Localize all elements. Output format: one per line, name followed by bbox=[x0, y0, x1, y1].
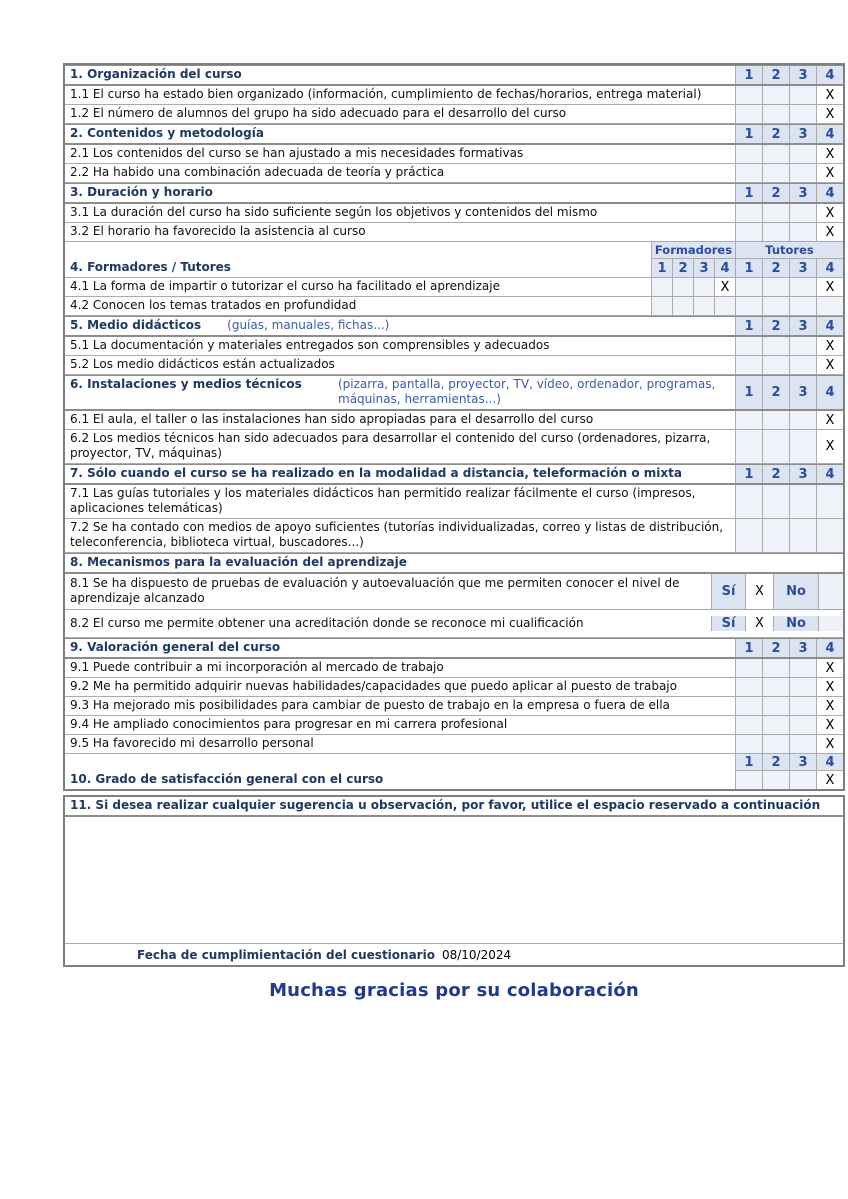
item-row-5-2 bbox=[65, 356, 843, 375]
section-4-header bbox=[65, 242, 843, 278]
rating-scale bbox=[735, 754, 843, 771]
rating-cells bbox=[735, 105, 843, 123]
rating-cell-3[interactable] bbox=[789, 356, 816, 374]
rating-scale-4: 4 bbox=[816, 125, 843, 143]
tutores-scale-3: 3 bbox=[789, 259, 816, 277]
item-row-3-1 bbox=[65, 204, 843, 223]
rating-cell-3[interactable] bbox=[789, 735, 816, 753]
group-header-formadores: Formadores bbox=[651, 242, 735, 258]
rating-cell-2[interactable] bbox=[762, 105, 789, 123]
rating-scale-8 bbox=[651, 259, 843, 277]
rating-cell-2[interactable] bbox=[762, 735, 789, 753]
rating-cell-4[interactable]: X bbox=[816, 337, 843, 355]
item-row-4-2 bbox=[65, 297, 843, 316]
rating-scale-4: 4 bbox=[816, 754, 843, 770]
rating-scale-3: 3 bbox=[789, 125, 816, 143]
section-2-title: 2. Contenidos y metodología bbox=[70, 126, 264, 140]
item-row-7-1 bbox=[65, 485, 843, 519]
section-5-title-text: 5. Medio didácticos bbox=[70, 318, 202, 332]
tutores-cell-1[interactable] bbox=[735, 297, 762, 315]
rating-scale bbox=[735, 125, 843, 143]
tutores-scale-2: 2 bbox=[762, 259, 789, 277]
rating-cells bbox=[735, 485, 843, 518]
formadores-cell-4[interactable]: X bbox=[714, 278, 735, 296]
rating-cell-4[interactable]: X bbox=[816, 86, 843, 104]
group-headers bbox=[651, 242, 843, 259]
answer-mark-cell[interactable]: X bbox=[745, 616, 773, 631]
rating-cell-1[interactable] bbox=[735, 145, 762, 163]
rating-cell-4[interactable]: X bbox=[816, 356, 843, 374]
item-row-1-2 bbox=[65, 105, 843, 124]
rating-scale-4: 4 bbox=[816, 376, 843, 409]
rating-cell-1[interactable] bbox=[735, 771, 762, 789]
questionnaire-table bbox=[63, 63, 845, 791]
item-text: 5.1 La documentación y materiales entregados son comprensibles y adecuados bbox=[70, 338, 550, 352]
rating-cell-4[interactable]: X bbox=[816, 659, 843, 677]
item-row-5-1 bbox=[65, 337, 843, 356]
rating-cells bbox=[735, 771, 843, 789]
tutores-cell-4[interactable]: X bbox=[816, 278, 843, 296]
rating-cell-3[interactable] bbox=[789, 164, 816, 182]
section-10-block bbox=[65, 754, 843, 789]
rating-cell-4[interactable]: X bbox=[816, 678, 843, 696]
item-row-8-2 bbox=[65, 610, 843, 638]
rating-scale-3: 3 bbox=[789, 465, 816, 483]
formadores-scale-1: 1 bbox=[651, 259, 672, 277]
rating-scale-1: 1 bbox=[735, 465, 762, 483]
formadores-cell-3[interactable] bbox=[693, 297, 714, 315]
rating-cell-4[interactable]: X bbox=[816, 105, 843, 123]
item-text: 7.1 Las guías tutoriales y los materiales didácticos han permitido realizar fácilmente el curso (impresos, aplicaciones telemáticas) bbox=[70, 486, 696, 515]
item-text: 9.4 He ampliado conocimientos para progresar en mi carrera profesional bbox=[70, 717, 508, 731]
rating-scale-3: 3 bbox=[789, 754, 816, 770]
item-text: 6.1 El aula, el taller o las instalaciones han sido apropiadas para el desarrollo del curso bbox=[70, 412, 594, 426]
rating-cell-1[interactable] bbox=[735, 86, 762, 104]
formadores-cell-3[interactable] bbox=[693, 278, 714, 296]
rating-cell-4[interactable]: X bbox=[816, 164, 843, 182]
section-2-header bbox=[65, 124, 843, 145]
rating-cell-4[interactable]: X bbox=[816, 204, 843, 222]
rating-scale-2: 2 bbox=[762, 754, 789, 770]
rating-cell-1[interactable] bbox=[735, 356, 762, 374]
rating-scale bbox=[735, 317, 843, 335]
rating-cell-3[interactable] bbox=[789, 411, 816, 429]
rating-cell-1[interactable] bbox=[735, 697, 762, 715]
item-text: 8.2 El curso me permite obtener una acreditación donde se reconoce mi cualificación bbox=[70, 615, 584, 630]
rating-cell-3[interactable] bbox=[789, 678, 816, 696]
rating-scale-2: 2 bbox=[762, 465, 789, 483]
rating-cells bbox=[735, 164, 843, 182]
rating-cell-3[interactable] bbox=[789, 697, 816, 715]
section-6-title: 6. Instalaciones y medios técnicos bbox=[70, 377, 302, 391]
rating-cells bbox=[735, 735, 843, 753]
rating-scale-3: 3 bbox=[789, 639, 816, 657]
item-row-9-5 bbox=[65, 735, 843, 754]
item-text: 9.1 Puede contribuir a mi incorporación al mercado de trabajo bbox=[70, 660, 444, 674]
questionnaire-sheet bbox=[63, 63, 845, 1001]
section-5-title bbox=[65, 317, 735, 335]
section-6-note: (pizarra, pantalla, proyector, TV, vídeo, ordenador, programas, máquinas, herramientas...) bbox=[338, 377, 716, 406]
rating-cell-2[interactable] bbox=[762, 485, 789, 518]
item-row-6-2 bbox=[65, 430, 843, 464]
rating-cells bbox=[735, 519, 843, 552]
rating-scale-2: 2 bbox=[762, 66, 789, 84]
rating-scale-2: 2 bbox=[762, 184, 789, 202]
formadores-scale-3: 3 bbox=[693, 259, 714, 277]
item-row-2-2 bbox=[65, 164, 843, 183]
tutores-cell-2[interactable] bbox=[762, 278, 789, 296]
rating-scale-1: 1 bbox=[735, 66, 762, 84]
rating-cell-3[interactable] bbox=[789, 86, 816, 104]
rating-cell-2[interactable] bbox=[762, 519, 789, 552]
yes-no-cells bbox=[711, 616, 843, 631]
rating-scale-2: 2 bbox=[762, 639, 789, 657]
rating-cell-3[interactable] bbox=[789, 519, 816, 552]
rating-cell-2[interactable] bbox=[762, 430, 789, 463]
tutores-scale-1: 1 bbox=[735, 259, 762, 277]
item-text: 8.1 Se ha dispuesto de pruebas de evaluación y autoevaluación que me permiten conocer el nivel de aprendizaje alcanzado bbox=[70, 576, 680, 605]
item-text: 9.5 Ha favorecido mi desarrollo personal bbox=[70, 736, 314, 750]
rating-cell-2[interactable] bbox=[762, 411, 789, 429]
item-text: 9.2 Me ha permitido adquirir nuevas habilidades/capacidades que puedo aplicar al puesto de trabajo bbox=[70, 679, 677, 693]
no-cell[interactable]: No bbox=[773, 574, 818, 609]
section-4-scale-block bbox=[651, 242, 843, 277]
tutores-scale-4: 4 bbox=[816, 259, 843, 277]
date-value: 08/10/2024 bbox=[441, 947, 512, 962]
rating-scale-4: 4 bbox=[816, 465, 843, 483]
item-text: 6.2 Los medios técnicos han sido adecuados para desarrollar el contenido del curso (ordenadores, pizarra, proyector, TV, máquinas) bbox=[70, 431, 711, 460]
item-text: 3.1 La duración del curso ha sido suficiente según los objetivos y contenidos del mismo bbox=[70, 205, 598, 219]
rating-cell-2[interactable] bbox=[762, 337, 789, 355]
rating-scale-1: 1 bbox=[735, 639, 762, 657]
rating-cell-4[interactable] bbox=[816, 519, 843, 552]
section-11-title: 11. Si desea realizar cualquier sugerencia u observación, por favor, utilice el espacio reservado a continuación bbox=[70, 798, 821, 812]
rating-cell-1[interactable] bbox=[735, 678, 762, 696]
no-cell[interactable]: No bbox=[773, 616, 818, 631]
section-1-header bbox=[65, 65, 843, 86]
tutores-cell-2[interactable] bbox=[762, 297, 789, 315]
rating-cell-3[interactable] bbox=[789, 105, 816, 123]
rating-scale-1: 1 bbox=[735, 125, 762, 143]
section-4-title: 4. Formadores / Tutores bbox=[70, 260, 231, 274]
item-row-8-1 bbox=[65, 574, 843, 610]
rating-scale-1: 1 bbox=[735, 317, 762, 335]
rating-cell-3[interactable] bbox=[789, 659, 816, 677]
rating-cell-2[interactable] bbox=[762, 678, 789, 696]
rating-scale-2: 2 bbox=[762, 125, 789, 143]
tutores-cell-4[interactable] bbox=[816, 297, 843, 315]
rating-cell-1[interactable] bbox=[735, 105, 762, 123]
rating-cell-3[interactable] bbox=[789, 485, 816, 518]
rating-cell-2[interactable] bbox=[762, 223, 789, 241]
rating-scale-3: 3 bbox=[789, 376, 816, 409]
item-row-9-2 bbox=[65, 678, 843, 697]
rating-cell-3[interactable] bbox=[789, 337, 816, 355]
rating-cell-1[interactable] bbox=[735, 485, 762, 518]
rating-scale bbox=[735, 184, 843, 202]
formadores-cell-2[interactable] bbox=[672, 297, 693, 315]
rating-cell-1[interactable] bbox=[735, 164, 762, 182]
section-8-title: 8. Mecanismos para la evaluación del aprendizaje bbox=[70, 555, 407, 569]
rating-cell-4[interactable]: X bbox=[816, 145, 843, 163]
rating-scale-4: 4 bbox=[816, 184, 843, 202]
rating-cell-1[interactable] bbox=[735, 204, 762, 222]
spare-cell bbox=[818, 616, 843, 631]
rating-scale-4: 4 bbox=[816, 66, 843, 84]
rating-cell-1[interactable] bbox=[735, 716, 762, 734]
rating-cell-4[interactable]: X bbox=[816, 697, 843, 715]
item-row-9-4 bbox=[65, 716, 843, 735]
rating-cell-3[interactable] bbox=[789, 204, 816, 222]
section-3-title: 3. Duración y horario bbox=[70, 185, 213, 199]
rating-scale-3: 3 bbox=[789, 184, 816, 202]
rating-cell-3[interactable] bbox=[789, 145, 816, 163]
rating-scale-1: 1 bbox=[735, 184, 762, 202]
rating-cell-2[interactable] bbox=[762, 356, 789, 374]
rating-cell-2[interactable] bbox=[762, 145, 789, 163]
rating-cell-4[interactable]: X bbox=[816, 735, 843, 753]
formadores-cell-4[interactable] bbox=[714, 297, 735, 315]
rating-scale-3: 3 bbox=[789, 66, 816, 84]
item-text: 5.2 Los medio didácticos están actualizados bbox=[70, 357, 335, 371]
rating-cell-2[interactable] bbox=[762, 164, 789, 182]
item-text: 4.1 La forma de impartir o tutorizar el curso ha facilitado el aprendizaje bbox=[70, 279, 500, 293]
item-row-6-1 bbox=[65, 411, 843, 430]
rating-cell-4[interactable]: X bbox=[816, 223, 843, 241]
rating-cell-2[interactable] bbox=[762, 697, 789, 715]
rating-cell-1[interactable] bbox=[735, 430, 762, 463]
rating-cell-3[interactable] bbox=[789, 716, 816, 734]
item-row-9-1 bbox=[65, 659, 843, 678]
item-text: 1.2 El número de alumnos del grupo ha sido adecuado para el desarrollo del curso bbox=[70, 106, 567, 120]
rating-cell-4[interactable]: X bbox=[816, 771, 843, 789]
item-row-9-3 bbox=[65, 697, 843, 716]
group-header-tutores: Tutores bbox=[735, 242, 843, 258]
rating-cell-4[interactable]: X bbox=[816, 716, 843, 734]
rating-cell-4[interactable] bbox=[816, 485, 843, 518]
spare-cell bbox=[818, 574, 843, 609]
rating-cell-4[interactable]: X bbox=[816, 411, 843, 429]
rating-cell-2[interactable] bbox=[762, 86, 789, 104]
rating-scale bbox=[735, 376, 843, 409]
section-3-header bbox=[65, 183, 843, 204]
rating-cells bbox=[735, 430, 843, 463]
item-row-2-1 bbox=[65, 145, 843, 164]
rating-scale bbox=[735, 639, 843, 657]
section-6-title-wrap bbox=[65, 376, 735, 409]
rating-cell-1[interactable] bbox=[735, 337, 762, 355]
date-row bbox=[65, 944, 843, 965]
formadores-cell-1[interactable] bbox=[651, 278, 672, 296]
section-8-header bbox=[65, 553, 843, 574]
tutores-cell-1[interactable] bbox=[735, 278, 762, 296]
rating-cell-3[interactable] bbox=[789, 430, 816, 463]
rating-cells bbox=[735, 223, 843, 241]
date-label: Fecha de cumplimientación del cuestionario bbox=[137, 947, 435, 962]
thanks-message: Muchas gracias por su colaboración bbox=[269, 980, 639, 1001]
rating-scale-2: 2 bbox=[762, 317, 789, 335]
rating-cells bbox=[735, 697, 843, 715]
rating-scale-2: 2 bbox=[762, 376, 789, 409]
rating-cell-1[interactable] bbox=[735, 223, 762, 241]
section-1-title: 1. Organización del curso bbox=[70, 67, 242, 81]
rating-scale-4: 4 bbox=[816, 639, 843, 657]
rating-cells bbox=[735, 678, 843, 696]
rating-cells bbox=[735, 411, 843, 429]
tutores-cell-3[interactable] bbox=[789, 297, 816, 315]
suggestions-box bbox=[63, 795, 845, 967]
rating-cell-1[interactable] bbox=[735, 659, 762, 677]
formadores-cell-1[interactable] bbox=[651, 297, 672, 315]
rating-cell-2[interactable] bbox=[762, 659, 789, 677]
rating-cells bbox=[735, 337, 843, 355]
rating-cells bbox=[651, 297, 843, 315]
section-11-header bbox=[65, 797, 843, 817]
rating-scale-1: 1 bbox=[735, 754, 762, 770]
formadores-scale-2: 2 bbox=[672, 259, 693, 277]
rating-scale bbox=[735, 465, 843, 483]
formadores-cell-2[interactable] bbox=[672, 278, 693, 296]
rating-cells bbox=[735, 204, 843, 222]
rating-cells bbox=[735, 145, 843, 163]
rating-cells bbox=[735, 86, 843, 104]
item-text: 1.1 El curso ha estado bien organizado (información, cumplimiento de fechas/horarios, entrega material) bbox=[70, 87, 702, 101]
item-row-7-2 bbox=[65, 519, 843, 553]
rating-cell-2[interactable] bbox=[762, 204, 789, 222]
rating-cells bbox=[651, 278, 843, 296]
rating-cell-1[interactable] bbox=[735, 411, 762, 429]
rating-cell-3[interactable] bbox=[789, 223, 816, 241]
rating-cell-2[interactable] bbox=[762, 771, 789, 789]
suggestions-area[interactable] bbox=[65, 817, 843, 944]
section-9-title: 9. Valoración general del curso bbox=[70, 640, 281, 654]
yes-cell[interactable]: Sí bbox=[711, 574, 745, 609]
yes-no-cells bbox=[711, 574, 843, 609]
answer-mark-cell[interactable]: X bbox=[745, 574, 773, 609]
item-text: 2.1 Los contenidos del curso se han ajustado a mis necesidades formativas bbox=[70, 146, 524, 160]
item-row-1-1 bbox=[65, 86, 843, 105]
rating-scale-4: 4 bbox=[816, 317, 843, 335]
section-6-header bbox=[65, 375, 843, 411]
rating-cell-2[interactable] bbox=[762, 716, 789, 734]
rating-cell-1[interactable] bbox=[735, 735, 762, 753]
rating-cell-1[interactable] bbox=[735, 519, 762, 552]
rating-scale-1: 1 bbox=[735, 376, 762, 409]
item-row-3-2 bbox=[65, 223, 843, 242]
section-7-header bbox=[65, 464, 843, 485]
section-10-title: 10. Grado de satisfacción general con el curso bbox=[70, 772, 384, 786]
item-text: 2.2 Ha habido una combinación adecuada de teoría y práctica bbox=[70, 165, 445, 179]
formadores-scale-4: 4 bbox=[714, 259, 735, 277]
item-text: 7.2 Se ha contado con medios de apoyo suficientes (tutorías individualizadas, correo y listas de distribución, teleconferencia, biblioteca virtual, buscadores...) bbox=[70, 520, 724, 549]
rating-cells bbox=[735, 716, 843, 734]
item-text: 3.2 El horario ha favorecido la asistencia al curso bbox=[70, 224, 366, 238]
item-text: 4.2 Conocen los temas tratados en profundidad bbox=[70, 298, 357, 312]
item-text: 9.3 Ha mejorado mis posibilidades para cambiar de puesto de trabajo en la empresa o fuera de ella bbox=[70, 698, 670, 712]
rating-cells bbox=[735, 356, 843, 374]
section-5-note: (guías, manuales, fichas...) bbox=[227, 318, 390, 332]
section-10-scale-block bbox=[735, 754, 843, 789]
rating-cells bbox=[735, 659, 843, 677]
rating-scale bbox=[735, 66, 843, 84]
rating-cell-4[interactable]: X bbox=[816, 430, 843, 463]
rating-scale-3: 3 bbox=[789, 317, 816, 335]
tutores-cell-3[interactable] bbox=[789, 278, 816, 296]
rating-cell-3[interactable] bbox=[789, 771, 816, 789]
section-9-header bbox=[65, 638, 843, 659]
item-row-4-1 bbox=[65, 278, 843, 297]
section-7-title: 7. Sólo cuando el curso se ha realizado en la modalidad a distancia, teleformación o mixta bbox=[70, 466, 682, 480]
yes-cell[interactable]: Sí bbox=[711, 616, 745, 631]
section-5-header bbox=[65, 316, 843, 337]
